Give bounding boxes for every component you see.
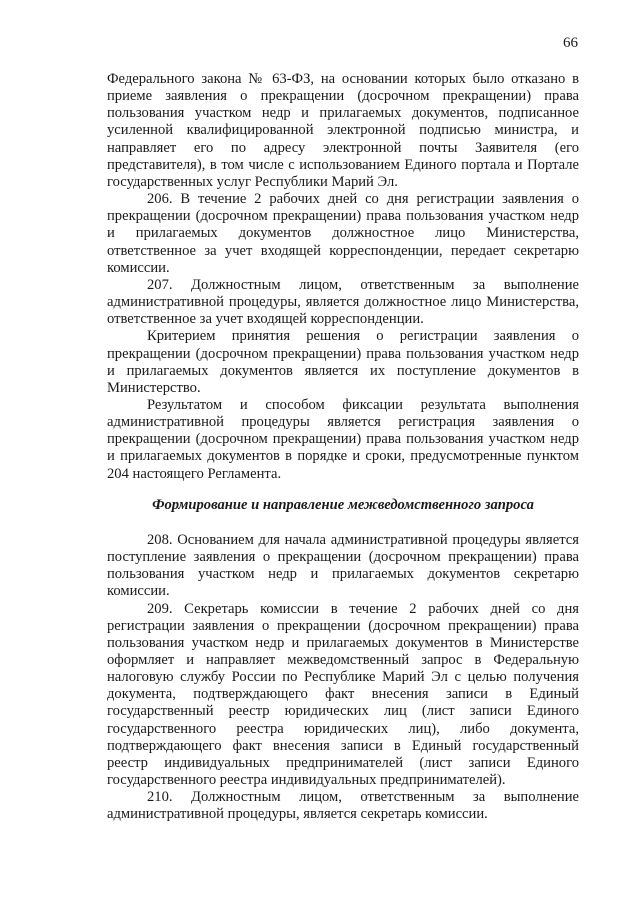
page-number: 66: [563, 35, 578, 51]
section-heading: Формирование и направление межведомственного запроса: [152, 496, 534, 513]
paragraph-209: 209. Секретарь комиссии в течение 2 рабочих дней со дня регистрации заявления о прекращении (досрочном прекращении) права пользования участком недр и прилагаемых документов в Министерстве оформляет и направляет межведомственный запрос в Федеральную налоговую службу России по Республике Марий Эл с целью получения документа, подтверждающего факт внесения записи в Единый государственный реестр юридических лиц (лист записи Единого государственного реестра юридических лиц), либо документа, подтверждающего факт внесения записи в Единый государственный реестр индивидуальных предпринимателей (лист записи Единого государственного реестра индивидуальных предпринимателей).: [107, 600, 579, 789]
document-body: [107, 71, 579, 824]
paragraph-decision-criterion: Критерием принятия решения о регистрации заявления о прекращении (досрочном прекращении) права пользования участком недр и прилагаемых документов является их поступление документов в Министерство.: [107, 328, 579, 396]
paragraph-206: 206. В течение 2 рабочих дней со дня регистрации заявления о прекращении (досрочном прекращении) права пользования участком недр и прилагаемых документов должностное лицо Министерства, ответственное за учет входящей корреспонденции, передает секретарю комиссии.: [107, 191, 579, 276]
paragraph-208: 208. Основанием для начала административной процедуры является поступление заявления о прекращении (досрочном прекращении) права пользования участком недр и прилагаемых документов секретарю комиссии.: [107, 531, 579, 600]
paragraph-result: Результатом и способом фиксации результата выполнения административной процедуры является регистрация заявления о прекращении (досрочном прекращении) права пользования участком недр и прилагаемых документов в порядке и сроки, предусмотренные пунктом 204 настоящего Регламента.: [107, 396, 579, 482]
paragraph-210: 210. Должностным лицом, ответственным за выполнение административной процедуры, является секретарь комиссии.: [107, 789, 579, 823]
paragraph-207: 207. Должностным лицом, ответственным за выполнение административной процедуры, является должностное лицо Министерства, ответственное за учет входящей корреспонденции.: [107, 276, 579, 328]
paragraph-continuation: Федерального закона № 63-ФЗ, на основании которых было отказано в приеме заявления о прекращении (досрочном прекращении) права пользования участком недр и прилагаемых документов, подписанное усиленной квалифицированной электронной подписью министра, и направляет его по адресу электронной почты Заявителя (его представителя), в том числе с использованием Единого портала и Портале государственных услуг Республики Марий Эл.: [107, 71, 579, 190]
